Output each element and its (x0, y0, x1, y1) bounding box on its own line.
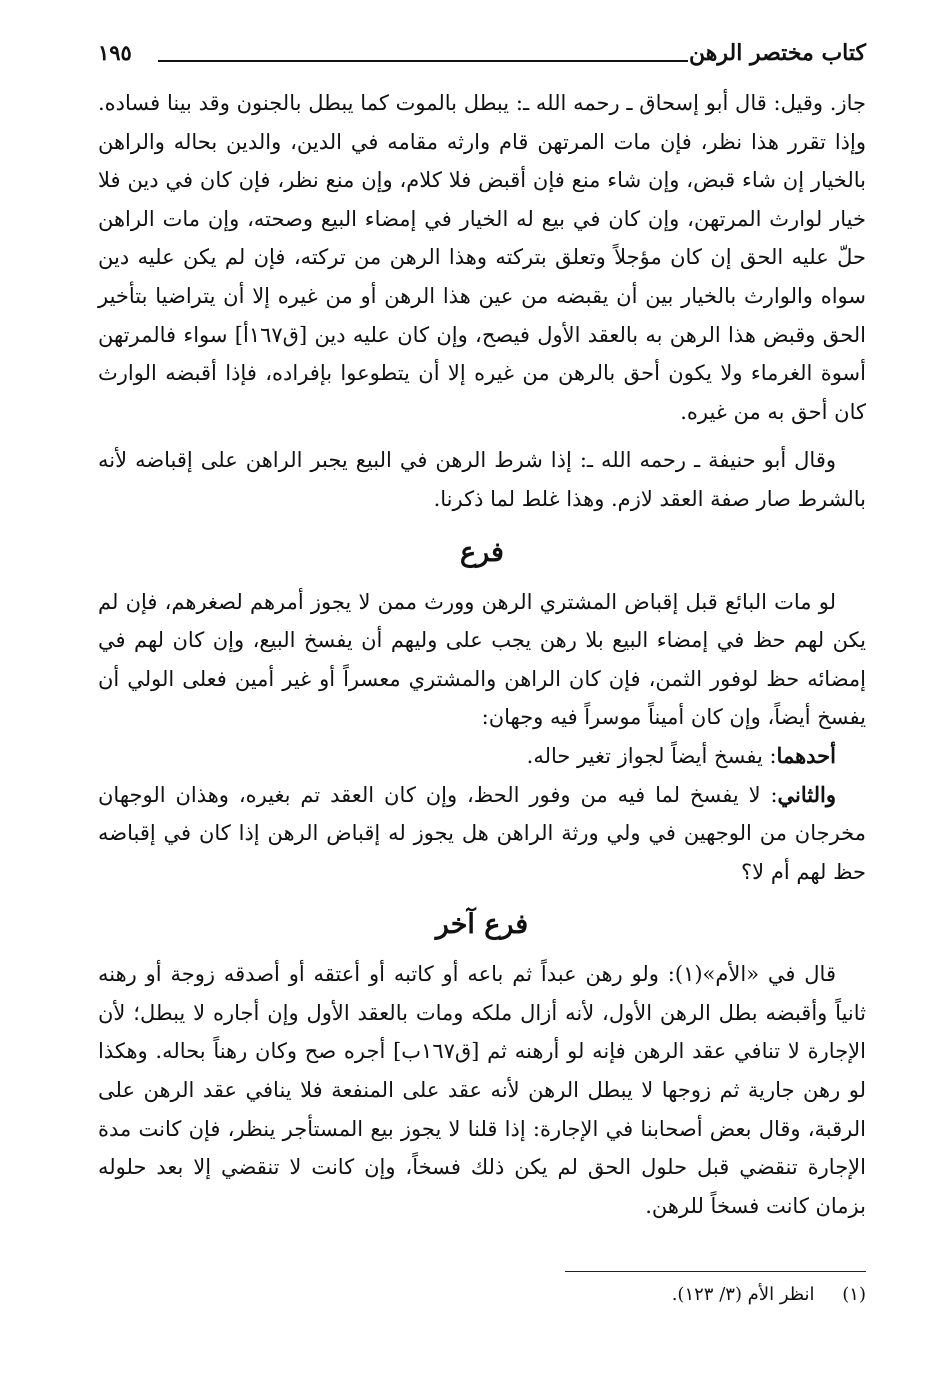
paragraph-6: قال في «الأم»(١): ولو رهن عبداً ثم باعه أو كاتبه أو أعتقه أو أصدقه زوجة أو رهنه ثانياً وأقبضه بطل الرهن الأول، لأنه أزال ملكه ومات بالعقد الأول وإن أجاره لا يبطل؛ لأن الإجارة لا تنافي عقد الرهن فإنه لو أرهنه ثم [ق١٦٧ب] أجره صح وكان رهناً بحاله. وهكذا لو رهن جارية ثم زوجها لا يبطل الرهن لأنه عقد على المنفعة فلا ينافي عقد الرهن على الرقبة، وقال بعض أصحابنا في الإجارة: إذا قلنا لا يجوز بيع المستأجر ينظر، فإن كانت مدة الإجارة تنقضي قبل حلول الحق لم يكن ذلك فسخاً، وإن كانت لا تنقضي إلا بعد حلوله بزمان كانت فسخاً للرهن. (98, 962, 866, 1218)
running-header (98, 40, 866, 84)
first-view-label: أحدهما (776, 742, 836, 768)
first-view-text: : يفسخ أيضاً لجواز تغير حاله. (526, 743, 777, 768)
paragraph-2: وقال أبو حنيفة ـ رحمه الله ـ: إذا شرط الرهن في البيع يجبر الراهن على إقباضه لأنه بالشرط صار صفة العقد لازم. وهذا غلط لما ذكرنا. (98, 448, 866, 511)
footnote (672, 1284, 866, 1305)
paragraph-1: جاز. وقيل: قال أبو إسحاق ـ رحمه الله ـ: يبطل بالموت كما يبطل بالجنون وقد بينا فساده. وإذا تقرر هذا نظر، فإن مات المرتهن قام وارثه مقامه في الدين، والدين بحاله والراهن بالخيار إن شاء قبض، وإن شاء منع فإن أقبض فلا كلام، وإن منع نظر، فإن كان في دين فلا خيار لوارث المرتهن، وإن كان في بيع له الخيار في إمضاء البيع وصحته، وإن مات الراهن حلّ عليه الحق إن كان مؤجلاً وتعلق بتركته وهذا الرهن من تركته، فإن لم يكن عليه دين سواه والوارث بالخيار بين أن يقبضه من عين هذا الرهن أو من غيره إلا أن يتراضيا بتأخير الحق وقبض هذا الرهن به بالعقد الأول فيصح، وإن كان عليه دين [ق١٦٧أ] سواء فالمرتهن أسوة الغرماء ولا يكون أحق بالرهن من غيره إلا أن يتطوعوا بإفراده، فإذا أقبضه الوارث كان أحق به من غيره. (98, 91, 867, 424)
paragraph-5 (98, 776, 866, 892)
page-number: ١٩٥ (98, 40, 132, 65)
second-view-label: والثاني (777, 781, 836, 807)
footnote-marker: (١) (842, 1284, 866, 1305)
section-heading-far-akhar: فرع آخر (435, 909, 529, 941)
header-rule (158, 60, 688, 62)
paragraph-4 (98, 737, 866, 776)
section-heading-far: فرع (460, 536, 504, 568)
second-view-text: : لا يفسخ لما فيه من وفور الحظ، وإن كان العقد تم بغيره، وهذان الوجهان مخرجان من الوجهين في ولي ورثة الراهن هل يجوز له إقباض الرهن إذا كان في إقباضه حظ لهم أم لا؟ (98, 782, 866, 884)
body-text (98, 84, 866, 1225)
header-title: كتاب مختصر الرهن (689, 40, 866, 66)
paragraph-3: لو مات البائع قبل إقباض المشتري الرهن وورث ممن لا يجوز أمرهم لصغرهم، فإن لم يكن لهم حظ في إمضاء البيع بلا رهن يجب على وليهم أن يفسخ البيع، وإن كان لهم في إمضائه حظ لوفور الثمن، فإن كان الراهن والمشتري معسراً أو غير أمين فعلى الولي أن يفسخ أيضاً، وإن كان أميناً موسراً فيه وجهان: (98, 589, 866, 730)
footnote-text: انظر الأم (٣/ ١٢٣). (671, 1284, 815, 1305)
footnote-rule (565, 1271, 866, 1272)
